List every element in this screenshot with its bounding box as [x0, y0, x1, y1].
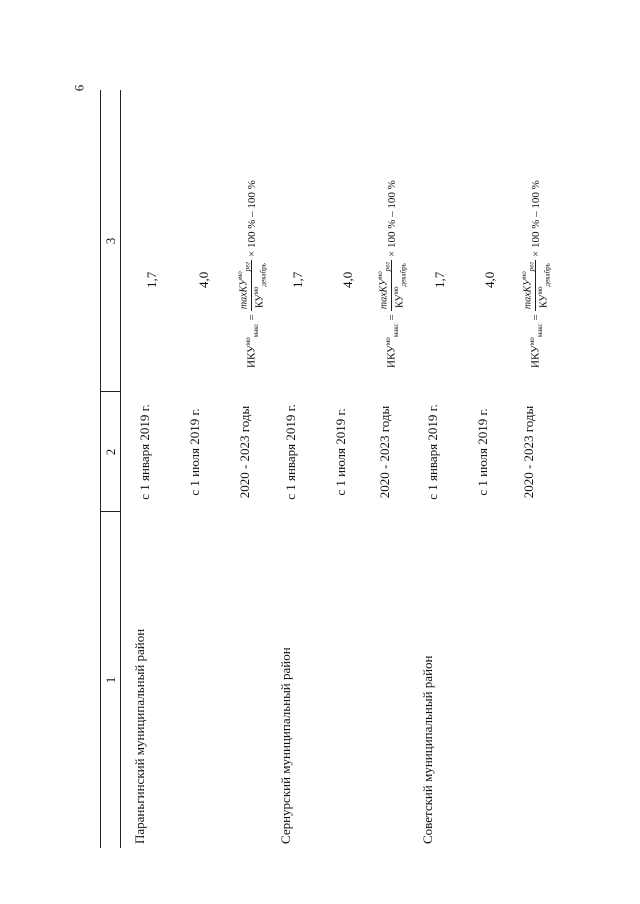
period-value: 4,0: [196, 271, 211, 288]
period-value: 4,0: [340, 271, 355, 288]
formula: [520, 180, 552, 368]
page-number: 6: [71, 84, 87, 92]
header-bottom-rule: [120, 90, 121, 848]
formula: [236, 180, 268, 368]
formula-tail: × 100 % – 100 %: [245, 180, 258, 257]
period-label: 2020 - 2023 годы: [377, 405, 392, 499]
column-header-1: 1: [103, 676, 118, 684]
formula-fraction: maxКУ$^{мо}_{рег}$ $КУ^{мо}_{декабрь}$: [236, 261, 268, 310]
table-top-rule: [100, 90, 101, 848]
region-name: Советский муниципальный район: [420, 655, 435, 844]
region-name: Сернурский муниципальный район: [278, 647, 293, 844]
period-label: 2020 - 2023 годы: [237, 405, 252, 499]
formula-lhs: $ИКУ^{мо}_{макс}$: [243, 323, 260, 368]
period-value: 1,7: [432, 271, 447, 288]
formula: [376, 180, 408, 368]
period-value: 1,7: [290, 271, 305, 288]
period-label: с 1 января 2019 г.: [283, 404, 298, 500]
period-label: с 1 июля 2019 г.: [187, 408, 202, 496]
period-label: с 1 июля 2019 г.: [333, 408, 348, 496]
data-table: [100, 90, 560, 848]
period-value: 1,7: [144, 271, 159, 288]
region-name: Параньгинский муниципальный район: [132, 628, 147, 844]
period-label: с 1 июля 2019 г.: [475, 408, 490, 496]
formula-eq: =: [245, 314, 258, 321]
formula-tail: × 100 % – 100 %: [385, 180, 398, 257]
formula-fraction: maxКУ$^{мо}_{рег}$ $КУ^{мо}_{декабрь}$: [376, 261, 408, 310]
period-value: 4,0: [482, 271, 497, 288]
formula-eq: =: [529, 314, 542, 321]
period-label: с 1 января 2019 г.: [137, 404, 152, 500]
period-label: 2020 - 2023 годы: [521, 405, 536, 499]
column-header-2: 2: [103, 448, 118, 456]
formula-eq: =: [385, 314, 398, 321]
formula-tail: × 100 % – 100 %: [529, 180, 542, 257]
formula-lhs: $ИКУ^{мо}_{макс}$: [527, 323, 544, 368]
formula-lhs: $ИКУ^{мо}_{макс}$: [383, 323, 400, 368]
column-header-3: 3: [103, 237, 118, 245]
period-label: с 1 января 2019 г.: [425, 404, 440, 500]
formula-fraction: maxКУ$^{мо}_{рег}$ $КУ^{мо}_{декабрь}$: [520, 261, 552, 310]
